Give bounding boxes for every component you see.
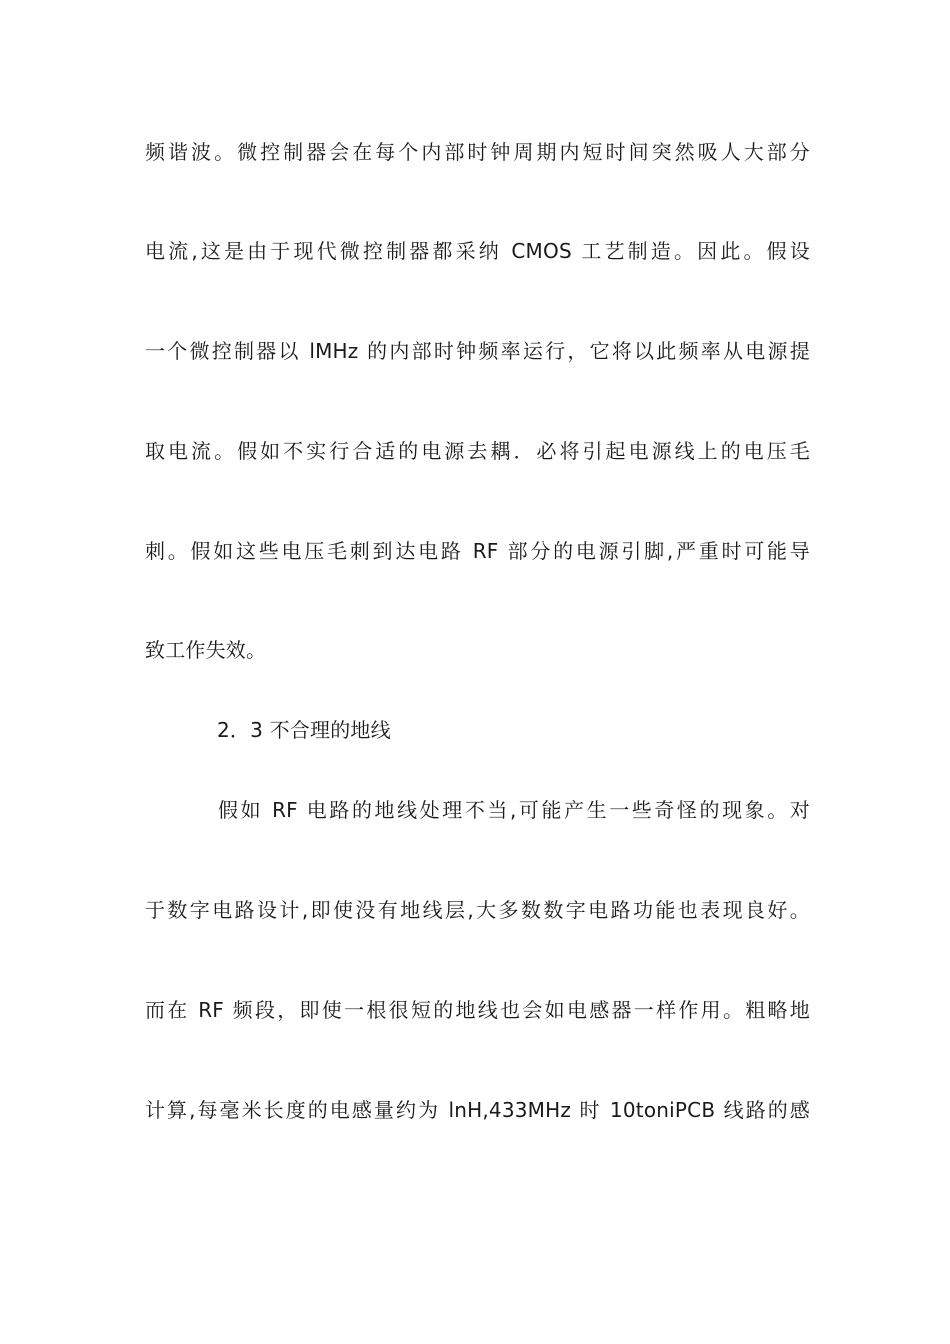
- paragraph-line: 一个微控制器以 lMHz 的内部时钟频率运行，它将以此频率从电源提: [145, 339, 810, 363]
- paragraph-line: 取电流。假如不实行合适的电源去耦．必将引起电源线上的电压毛: [145, 439, 810, 463]
- paragraph-line: 刺。假如这些电压毛刺到达电路 RF 部分的电源引脚,严重时可能导: [145, 539, 810, 563]
- paragraph-line: 假如 RF 电路的地线处理不当,可能产生一些奇怪的现象。对: [218, 798, 810, 822]
- section-heading: 2．3 不合理的地线: [217, 718, 391, 742]
- paragraph-line: 计算,每毫米长度的电感量约为 lnH,433MHz 时 10toniPCB 线路的感: [145, 1098, 810, 1122]
- paragraph-line: 于数字电路设计,即使没有地线层,大多数数字电路功能也表现良好。: [145, 898, 810, 922]
- paragraph-line: 致工作失效。: [145, 638, 267, 662]
- paragraph-line: 频谐波。微控制器会在每个内部时钟周期内短时间突然吸人大部分: [145, 140, 810, 164]
- paragraph-line: 而在 RF 频段，即使一根很短的地线也会如电感器一样作用。粗略地: [145, 998, 810, 1022]
- paragraph-line: 电流,这是由于现代微控制器都采纳 CMOS 工艺制造。因此。假设: [145, 239, 810, 263]
